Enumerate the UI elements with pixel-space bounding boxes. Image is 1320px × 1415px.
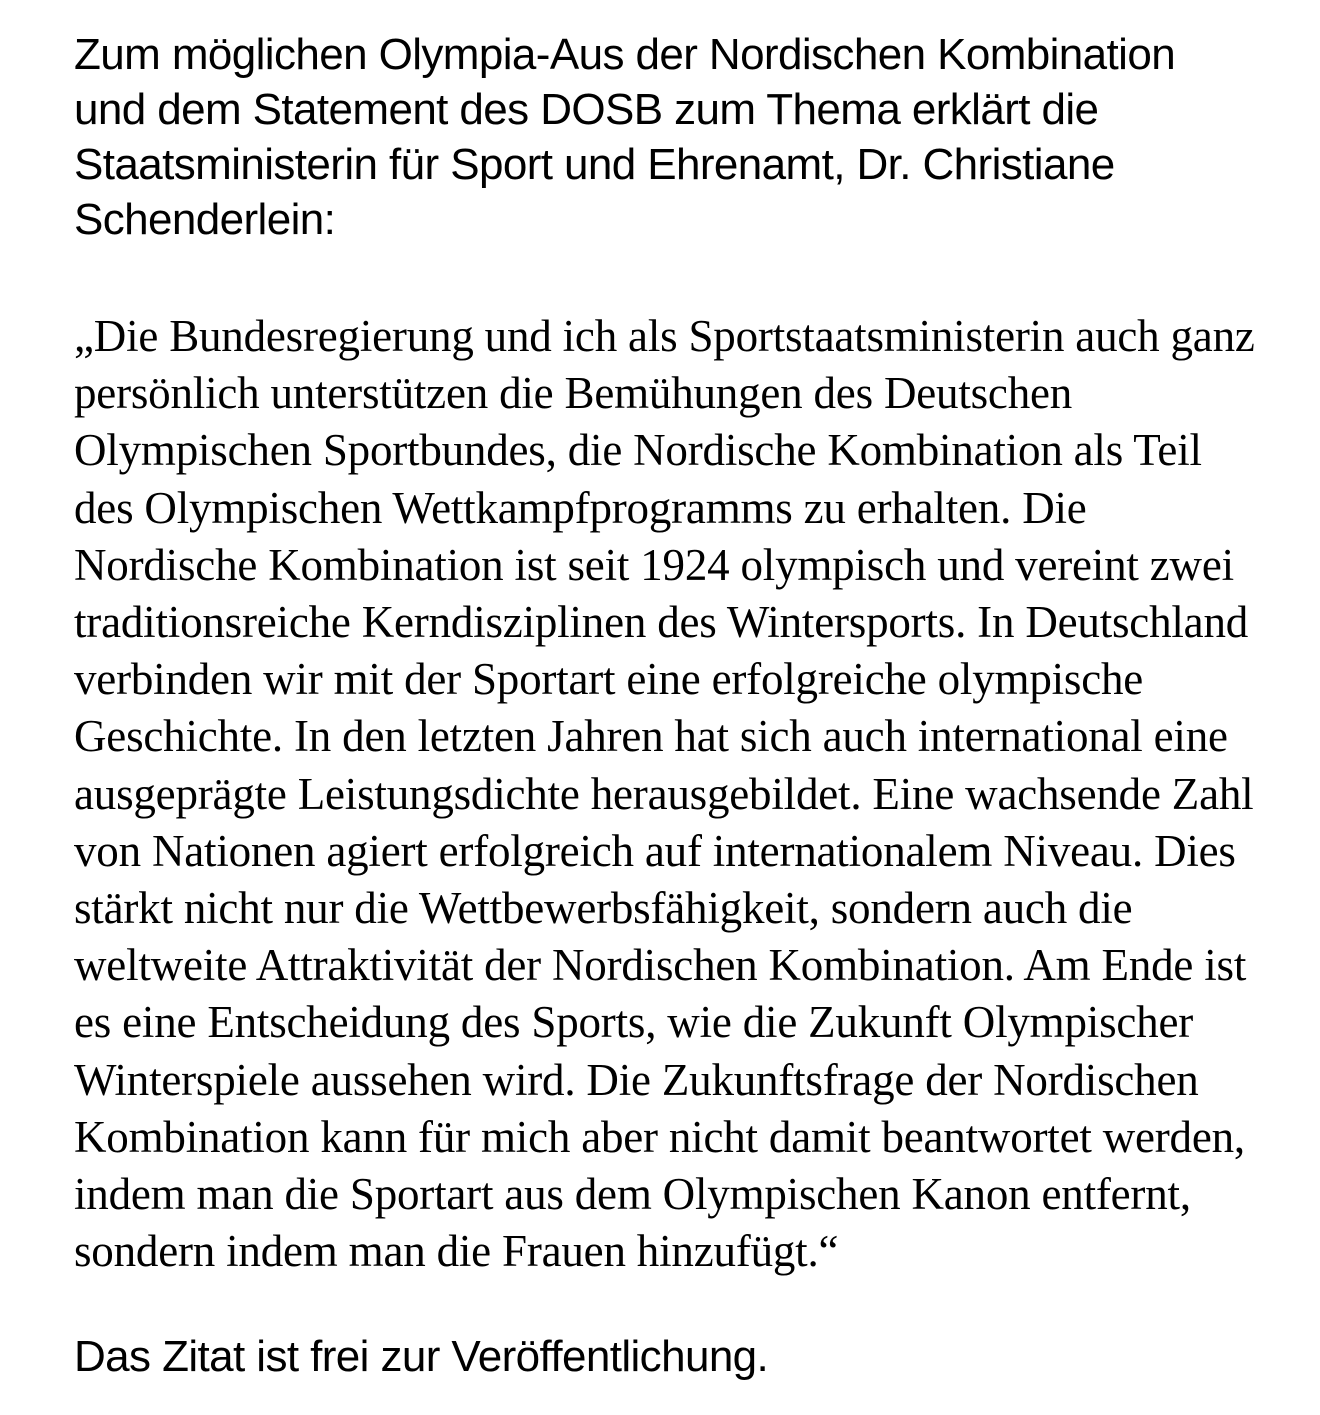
quote-paragraph: „Die Bundesregierung und ich als Sportstaatsministerin auch ganz persönlich unterstützen die Bemühungen des Deutschen Olympischen Sportbundes, die Nordische Kombination als Teil des Olympischen Wettkampfprogramms zu erhalten. Die Nordische Kombination ist seit 1924 olympisch und vereint zwei traditionsreiche Kerndisziplinen des Wintersports. In Deutschland verbinden wir mit der Sportart eine erfolgreiche olympische Geschichte. In den letzten Jahren hat sich auch international eine ausgeprägte Leistungsdichte herausgebildet. Eine wachsende Zahl von Nationen agiert erfolgreich auf internationalem Niveau. Dies stärkt nicht nur die Wettbewerbsfähigkeit, sondern auch die weltweite Attraktivität der Nordischen Kombination. Am Ende ist es eine Entscheidung des Sports, wie die Zukunft Olympischer Winterspiele aussehen wird. Die Zukunftsfrage der Nordischen Kombination kann für mich aber nicht damit beantwortet werden, indem man die Sportart aus dem Olympischen Kanon entfernt, sondern indem man die Frauen hinzufügt.“ [74,311,1255,1277]
text-column [74,0,1274,1384]
intro-paragraph: Zum möglichen Olympia-Aus der Nordischen Kombination und dem Statement des DOSB zum Thema erklärt die Staatsministerin für Sport und Ehrenamt, Dr. Christiane Schenderlein: [74,30,1176,244]
release-note: Das Zitat ist frei zur Veröffentlichung. [74,1332,769,1382]
